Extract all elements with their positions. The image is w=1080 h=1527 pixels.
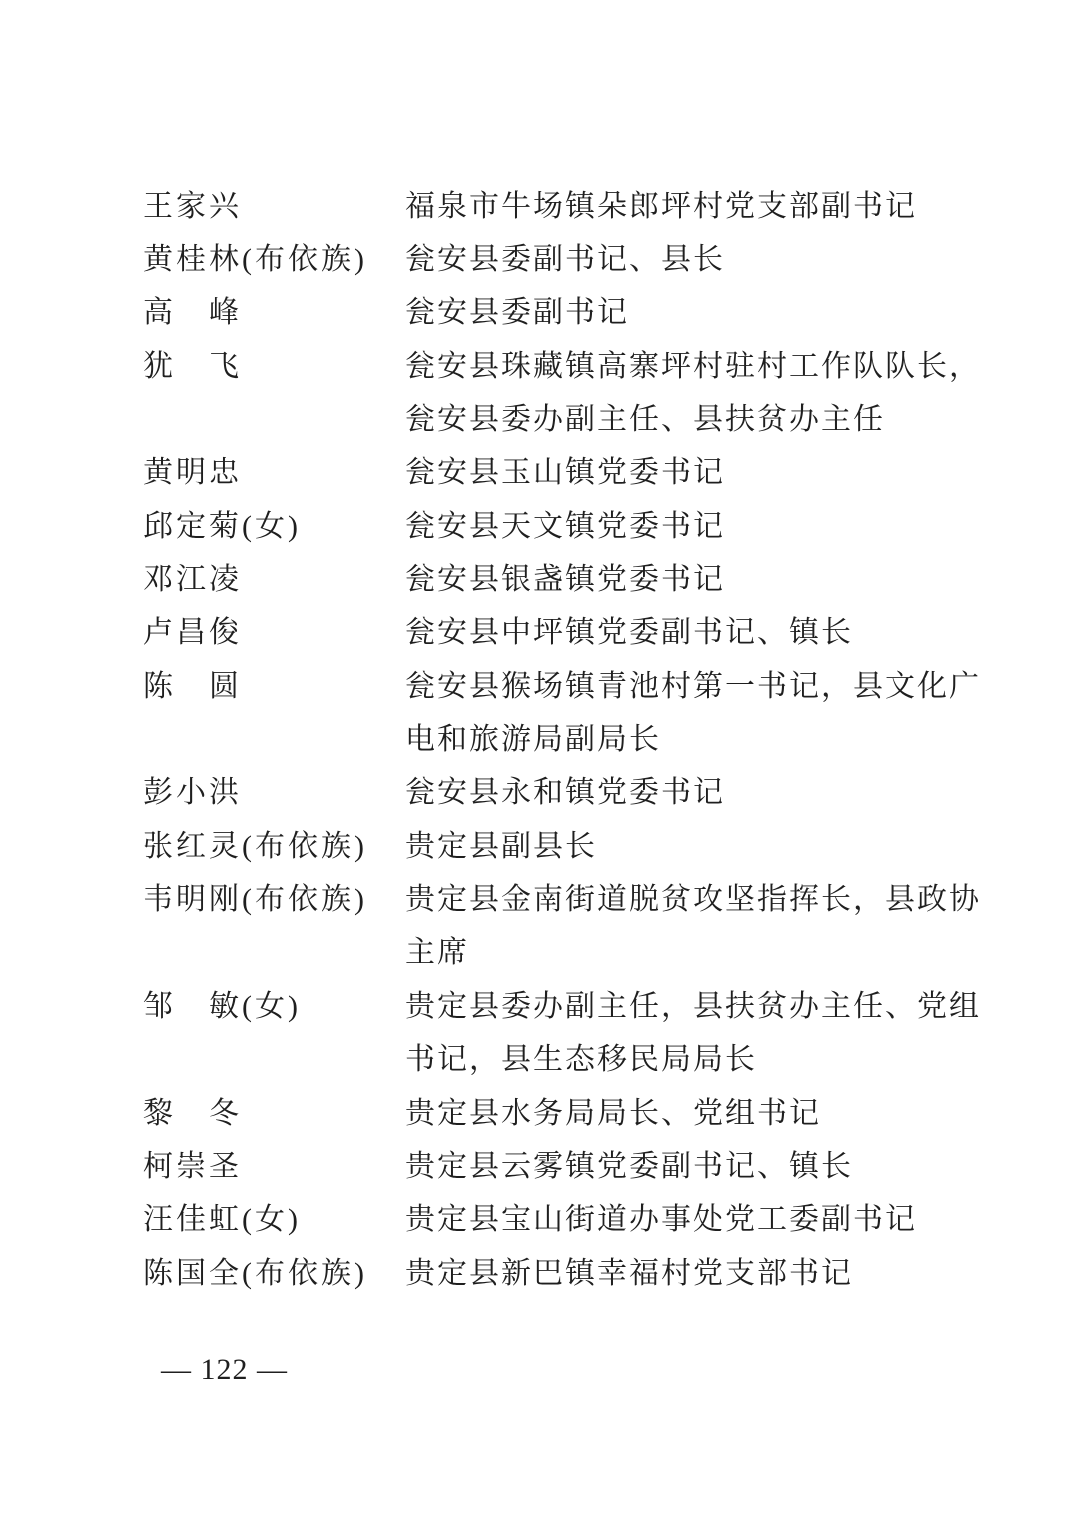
person-name: 柯崇圣 — [143, 1149, 242, 1183]
person-title-line: 贵定县副县长 — [405, 829, 597, 863]
roster-row — [143, 656, 981, 709]
person-title-line: 贵定县宝山街道办事处党工委副书记 — [405, 1203, 917, 1237]
person-title-line: 书记，县生态移民局局长 — [405, 1043, 757, 1077]
roster-row — [143, 496, 973, 549]
person-title-line: 主席 — [405, 936, 469, 970]
roster-row — [143, 1083, 973, 1136]
roster-row — [143, 603, 973, 656]
roster-row — [143, 763, 973, 816]
person-title-line: 电和旅游局副局长 — [405, 723, 661, 757]
person-title-line: 贵定县水务局局长、党组书记 — [405, 1096, 821, 1130]
roster-row — [143, 816, 973, 869]
roster-row — [143, 869, 981, 922]
person-title-line: 瓮安县玉山镇党委书记 — [405, 456, 725, 490]
person-name: 卢昌俊 — [143, 616, 242, 650]
person-title-line: 瓮安县中坪镇党委副书记、镇长 — [405, 616, 853, 650]
roster-row — [143, 336, 981, 389]
person-name: 黄明忠 — [143, 456, 242, 490]
roster-row — [143, 1136, 973, 1189]
person-title-line: 瓮安县委办副主任、县扶贫办主任 — [405, 403, 885, 437]
roster-row — [143, 443, 973, 496]
roster-row — [143, 1190, 973, 1243]
person-title-line: 瓮安县委副书记 — [405, 296, 629, 330]
person-name: 陈国全(布依族) — [143, 1256, 367, 1290]
person-name: 邹 敏(女) — [143, 989, 301, 1023]
person-title-line: 贵定县金南街道脱贫攻坚指挥长，县政协 — [405, 883, 981, 917]
person-title-line: 瓮安县永和镇党委书记 — [405, 776, 725, 810]
roster-row-continuation — [143, 1030, 973, 1083]
person-title-line: 贵定县委办副主任，县扶贫办主任、党组 — [405, 989, 981, 1023]
person-title-line: 瓮安县银盏镇党委书记 — [405, 563, 725, 597]
roster-row-continuation — [143, 923, 973, 976]
person-name: 邓江凌 — [143, 563, 242, 597]
person-name: 邱定菊(女) — [143, 509, 301, 543]
roster-row-continuation — [143, 709, 973, 762]
person-title-line: 贵定县云雾镇党委副书记、镇长 — [405, 1149, 853, 1183]
roster-row — [143, 549, 973, 602]
person-name: 韦明刚(布依族) — [143, 883, 367, 917]
person-title-line: 瓮安县珠藏镇高寨坪村驻村工作队队长， — [405, 349, 981, 383]
roster-row — [143, 976, 981, 1029]
person-name: 张红灵(布依族) — [143, 829, 367, 863]
person-title-line: 福泉市牛场镇朵郎坪村党支部副书记 — [405, 189, 917, 223]
person-name: 彭小洪 — [143, 776, 242, 810]
person-name: 陈 圆 — [143, 669, 242, 703]
roster-row-continuation — [143, 389, 973, 442]
roster-row — [143, 283, 973, 336]
roster-row — [143, 176, 973, 229]
person-title-line: 瓮安县猴场镇青池村第一书记，县文化广 — [405, 669, 981, 703]
roster-list — [143, 176, 981, 1296]
person-name: 黎 冬 — [143, 1096, 242, 1130]
person-name: 王家兴 — [143, 189, 242, 223]
person-name: 高 峰 — [143, 296, 242, 330]
person-title-line: 瓮安县天文镇党委书记 — [405, 509, 725, 543]
roster-row — [143, 229, 973, 282]
roster-row — [143, 1243, 973, 1296]
person-title-line: 瓮安县委副书记、县长 — [405, 243, 725, 277]
person-name: 汪佳虹(女) — [143, 1203, 301, 1237]
person-name: 黄桂林(布依族) — [143, 243, 367, 277]
page-number: — 122 — — [161, 1353, 288, 1386]
person-name: 犹 飞 — [143, 349, 242, 383]
person-title-line: 贵定县新巴镇幸福村党支部书记 — [405, 1256, 853, 1290]
